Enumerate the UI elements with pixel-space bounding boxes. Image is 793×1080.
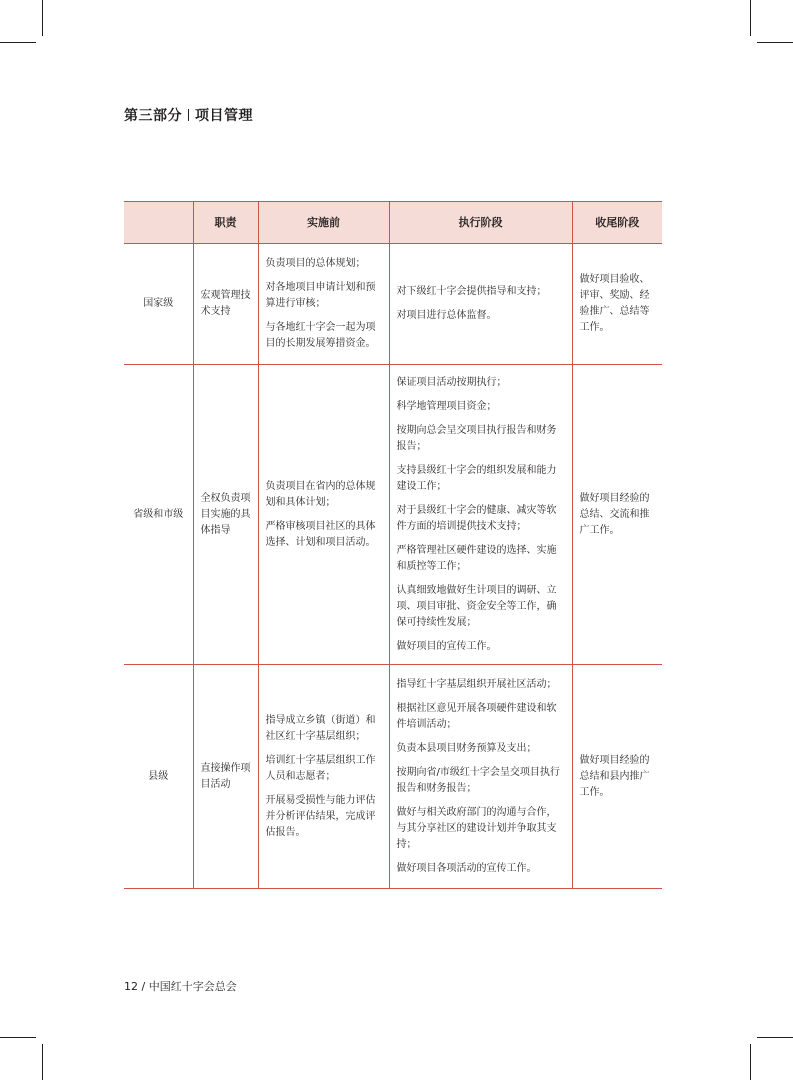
level-cell: 国家级	[124, 244, 193, 365]
crop-mark	[757, 42, 793, 43]
cell-item: 保证项目活动按期执行；	[396, 376, 507, 388]
crop-mark	[42, 0, 43, 36]
execution-cell	[389, 665, 572, 889]
cell-item: 对项目进行总体监督。	[396, 310, 497, 321]
column-header: 执行阶段	[389, 202, 572, 244]
cell-item: 与各地红十字会一起为项目的长期发展筹措资金。	[265, 322, 376, 349]
cell-item: 做好项目各项活动的宣传工作。	[396, 862, 537, 874]
cell-item: 指导成立乡镇（街道）和社区红十字基层组织；	[265, 714, 376, 742]
level-cell: 县级	[124, 665, 193, 889]
page-footer: 12 / 中国红十字会总会	[124, 980, 237, 993]
crop-mark	[750, 1044, 751, 1080]
column-header: 职责	[193, 202, 258, 244]
closing-cell	[572, 665, 662, 889]
cell-item: 科学地管理项目资金；	[396, 400, 497, 412]
before-cell	[258, 365, 389, 665]
cell-item: 指导红十字基层组织开展社区活动；	[396, 678, 557, 690]
cell-item: 严格审核项目社区的具体选择、计划和项目活动。	[265, 520, 376, 548]
crop-mark	[750, 0, 751, 36]
cell-item: 按期向省/市级红十字会呈交项目执行报告和财务报告；	[396, 766, 560, 794]
crop-mark	[757, 1037, 793, 1038]
cell-item: 负责本县项目财务预算及支出；	[396, 742, 537, 754]
cell-item: 对下级红十字会提供指导和支持；	[396, 286, 547, 297]
column-header: 实施前	[258, 202, 389, 244]
responsibility-table	[124, 201, 662, 889]
crop-mark	[0, 1037, 36, 1038]
cell-item: 严格管理社区硬件建设的选择、实施和质控等工作；	[396, 544, 557, 572]
section-title	[124, 105, 253, 125]
crop-mark	[42, 1044, 43, 1080]
cell-item: 对于县级红十字会的健康、减灾等软件方面的培训提供技术支持；	[396, 504, 557, 532]
column-header	[124, 202, 193, 244]
duty-cell: 宏观管理技术支持	[193, 244, 258, 365]
closing-cell	[572, 244, 662, 365]
cell-item: 认真细致地做好生计项目的调研、立项、项目审批、资金安全等工作，确保可持续性发展；	[396, 584, 557, 628]
level-cell: 省级和市级	[124, 365, 193, 665]
execution-cell	[389, 365, 572, 665]
cell-item: 做好项目经验的总结、交流和推广工作。	[579, 492, 650, 536]
column-header: 收尾阶段	[572, 202, 662, 244]
page-title: 项目管理	[195, 108, 253, 124]
table-row	[124, 365, 662, 665]
table-row	[124, 665, 662, 889]
cell-item: 按期向总会呈交项目执行报告和财务报告；	[396, 424, 557, 452]
title-separator	[188, 109, 189, 121]
cell-item: 做好项目验收、评审、奖励、经验推广、总结等工作。	[579, 274, 650, 333]
cell-item: 做好与相关政府部门的沟通与合作，与其分享社区的建设计划并争取其支持；	[396, 806, 557, 850]
cell-item: 做好项目经验的总结和县内推广工作。	[579, 754, 650, 798]
cell-item: 培训红十字基层组织工作人员和志愿者；	[265, 754, 376, 782]
cell-item: 做好项目的宣传工作。	[396, 640, 497, 652]
cell-item: 开展易受损性与能力评估并分析评估结果，完成评估报告。	[265, 794, 376, 838]
before-cell	[258, 665, 389, 889]
crop-mark	[0, 42, 36, 43]
closing-cell	[572, 365, 662, 665]
duty-cell: 全权负责项目实施的具体指导	[193, 365, 258, 665]
cell-item: 负责项目的总体规划；	[265, 258, 366, 269]
part-label: 第三部分	[124, 108, 182, 124]
table-header-row	[124, 202, 662, 244]
before-cell	[258, 244, 389, 365]
duty-cell: 直接操作项目活动	[193, 665, 258, 889]
cell-item: 支持县级红十字会的组织发展和能力建设工作；	[396, 464, 557, 492]
cell-item: 根据社区意见开展各项硬件建设和软件培训活动；	[396, 702, 557, 730]
cell-item: 负责项目在省内的总体规划和具体计划；	[265, 480, 376, 508]
table-row	[124, 244, 662, 365]
execution-cell	[389, 244, 572, 365]
cell-item: 对各地项目申请计划和预算进行审核；	[265, 282, 376, 309]
